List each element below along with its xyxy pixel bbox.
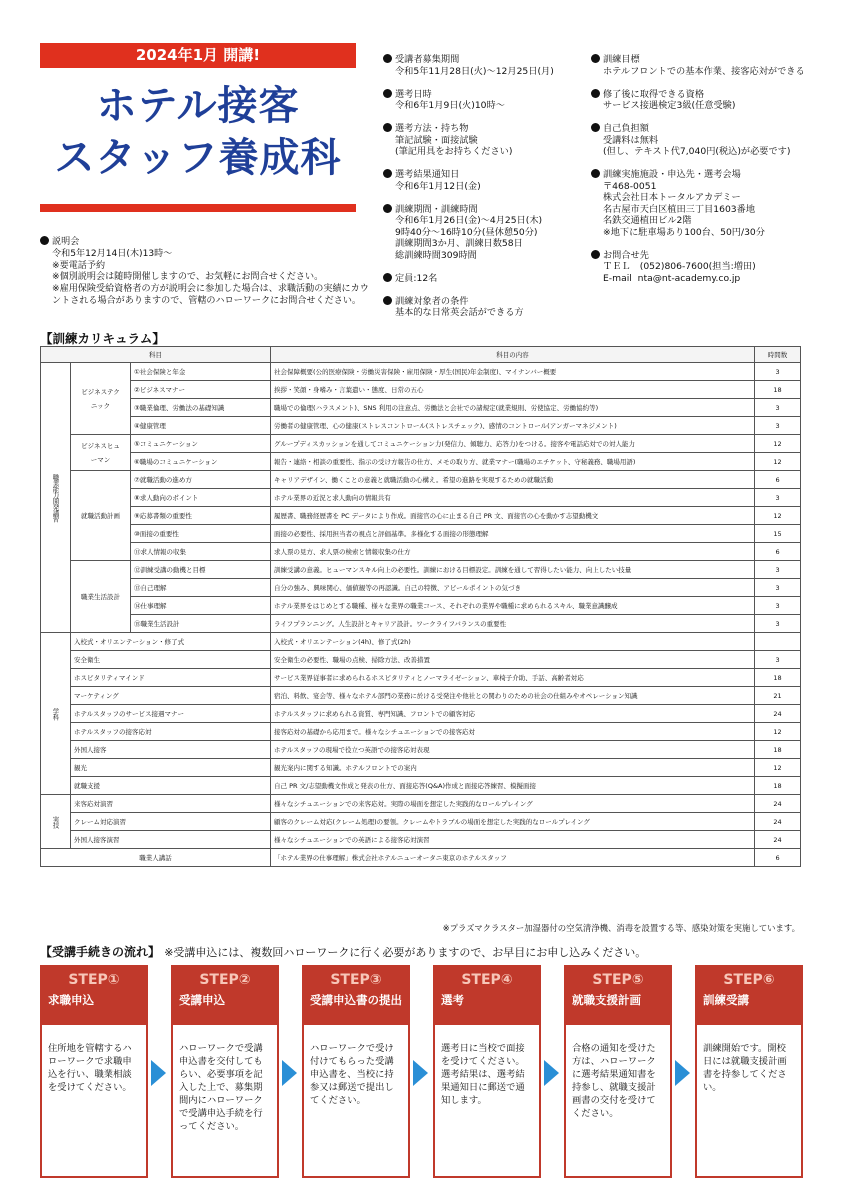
curriculum-title: 【訓練カリキュラム】 bbox=[40, 331, 165, 346]
table-row bbox=[41, 669, 801, 687]
info-body: 令和6年1月12日(金) bbox=[395, 180, 481, 192]
course-title bbox=[40, 70, 356, 198]
info-item bbox=[591, 54, 806, 77]
table-row bbox=[41, 723, 801, 741]
arrow-right-icon bbox=[675, 1060, 690, 1086]
header-subject: 科目 bbox=[41, 347, 271, 363]
flow-heading bbox=[40, 943, 646, 960]
row-content: 労働者の健康管理、心の健康(ストレスコントロール(ストレスチェック)、感情のコントロール(アンガーマネジメント) bbox=[271, 417, 755, 435]
row-subject: 来客応対演習 bbox=[71, 795, 271, 813]
row-content: 様々なシチュエーションでの英語による接客応対演習 bbox=[271, 831, 755, 849]
bullet-icon bbox=[591, 169, 600, 178]
row-hours: 18 bbox=[755, 381, 801, 399]
info-heading: 自己負担額 bbox=[603, 123, 649, 134]
step-card bbox=[171, 965, 279, 1178]
bullet-icon bbox=[383, 123, 392, 132]
table-row bbox=[41, 543, 801, 561]
subgroup-label: ビジネステクニック bbox=[71, 363, 131, 435]
step-card bbox=[564, 965, 672, 1178]
row-subject: 安全衛生 bbox=[71, 651, 271, 669]
step-body: ハローワークで受け付けてもらった受講申込書を、当校に持参又は郵送で提出してください。 bbox=[310, 1043, 394, 1106]
step-title: 選考 bbox=[441, 993, 464, 1007]
row-subject: ⑪求人情報の収集 bbox=[131, 543, 271, 561]
table-row bbox=[41, 633, 801, 651]
row-content: キャリアデザイン、働くことの意義と就職活動の心構え。希望の進路を実現するための就職活動 bbox=[271, 471, 755, 489]
row-subject: ⑫訓練受講の動機と目標 bbox=[131, 561, 271, 579]
step-body: ハローワークで受講申込書を交付してもらい、必要事項を記入した上で、募集期間内にハローワークで受講申込手続を行ってください。 bbox=[179, 1043, 263, 1132]
row-subject: ⑤コミュニケーション bbox=[131, 435, 271, 453]
info-item bbox=[591, 123, 806, 158]
briefing-line: ※要電話予約 bbox=[52, 260, 106, 271]
row-hours: 3 bbox=[755, 417, 801, 435]
row-subject: ⑮職業生活設計 bbox=[131, 615, 271, 633]
table-row bbox=[41, 651, 801, 669]
row-hours: 12 bbox=[755, 507, 801, 525]
info-body: 令和6年1月9日(火)10時～ bbox=[395, 100, 505, 111]
row-subject: 観光 bbox=[71, 759, 271, 777]
info-item bbox=[591, 89, 806, 112]
course-title-line2: スタッフ養成科 bbox=[54, 135, 342, 181]
info-column-2 bbox=[591, 54, 806, 296]
group-vocational: 職業能力開発講習 bbox=[41, 363, 71, 633]
row-content: 様々なシチュエーションでの来客応対。実際の場面を想定した実践的なロールプレイング bbox=[271, 795, 755, 813]
step-card bbox=[302, 965, 410, 1178]
briefing-head: 説明会 bbox=[52, 237, 80, 247]
info-body: 令和5年11月28日(火)～12月25日(月) bbox=[395, 65, 554, 77]
row-hours: 3 bbox=[755, 615, 801, 633]
info-heading: 定員:12名 bbox=[395, 272, 438, 284]
table-row bbox=[41, 561, 801, 579]
row-subject: ②ビジネスマナー bbox=[131, 381, 271, 399]
table-row bbox=[41, 849, 801, 867]
info-heading: 選考日時 bbox=[395, 88, 432, 100]
row-hours: 6 bbox=[755, 471, 801, 489]
course-title-line1: ホテル接客 bbox=[96, 83, 300, 129]
step-title: 受講申込 bbox=[179, 993, 225, 1007]
row-hours: 12 bbox=[755, 759, 801, 777]
row-hours: 24 bbox=[755, 795, 801, 813]
row-subject: ホスピタリティマインド bbox=[71, 669, 271, 687]
step-title: 就職支援計画 bbox=[572, 993, 641, 1007]
row-hours: 6 bbox=[755, 543, 801, 561]
row-content: 自分の強み、興味関心、価値観等の再認識。自己の特徴、アピールポイントの気づき bbox=[271, 579, 755, 597]
row-content: 宿泊、料飲、宴会等、様々なホテル部門の業務に於ける受発注や他社との関わりのための社会の仕組みやオペレーション知識 bbox=[271, 687, 755, 705]
row-subject: ⑨応募書類の重要性 bbox=[131, 507, 271, 525]
row-hours: 24 bbox=[755, 813, 801, 831]
step-card bbox=[695, 965, 803, 1178]
info-body: サービス接遇検定3級(任意受験) bbox=[603, 100, 736, 111]
row-subject: ホテルスタッフのサービス接遇マナー bbox=[71, 705, 271, 723]
table-row bbox=[41, 597, 801, 615]
step-body: 合格の通知を受けた方は、ハローワークに選考結果通知書を持参し、就職支援計画書の交付を受けてください。 bbox=[572, 1043, 656, 1119]
subgroup-label: ビジネスヒューマン bbox=[71, 435, 131, 471]
header-content: 科目の内容 bbox=[271, 347, 755, 363]
step-header bbox=[697, 967, 801, 1025]
info-body: 筆記試験・面接試験 (筆記用具をお持ちください) bbox=[395, 134, 513, 157]
bullet-icon bbox=[591, 123, 600, 132]
step-title: 訓練受講 bbox=[703, 993, 749, 1007]
info-item bbox=[591, 169, 806, 238]
group-practical: 実技 bbox=[41, 795, 71, 849]
info-body: ＴＥＬ (052)806-7600(担当:増田) E-mail nta@nt-academy.co.jp bbox=[603, 261, 756, 284]
row-subject: ⑥職場のコミュニケーション bbox=[131, 453, 271, 471]
row-subject: 入校式・オリエンテーション・修了式 bbox=[71, 633, 271, 651]
arrow-right-icon bbox=[413, 1060, 428, 1086]
briefing-line: ※個別説明会は随時開催しますので、お気軽にお問合せください。 bbox=[52, 272, 324, 283]
row-content: 接客応対の基礎から応用まで。様々なシチュエーションでの接客応対 bbox=[271, 723, 755, 741]
row-content: ホテル業界をはじめとする職種、様々な業界の職業コース、それぞれの業界や職種に求められるスキル、職業意識醸成 bbox=[271, 597, 755, 615]
info-heading: 訓練目標 bbox=[603, 54, 640, 65]
row-content: 求人票の見方、求人票の検索と情報収集の仕方 bbox=[271, 543, 755, 561]
row-hours: 12 bbox=[755, 435, 801, 453]
table-row bbox=[41, 399, 801, 417]
step-body: 訓練開始です。開校日には就職支援計画書を持参してください。 bbox=[703, 1043, 787, 1093]
row-subject: ⑬自己理解 bbox=[131, 579, 271, 597]
info-body: 受講料は無料 (但し、テキスト代7,040円(税込)が必要です) bbox=[603, 134, 791, 157]
step-header bbox=[566, 967, 670, 1025]
bullet-icon bbox=[383, 204, 392, 213]
row-content: 履歴書、職務経歴書を PC データにより作成。面接官の心に止まる自己 PR 文、面接官の心を動かす志望動機文 bbox=[271, 507, 755, 525]
briefing-line: ※雇用保険受給資格者の方が説明会に参加した場合は、求職活動の実績にカウントされる場合がありますので、管轄のハローワークにお問合せください。 bbox=[52, 284, 369, 306]
subgroup-label: 職業生活設計 bbox=[71, 561, 131, 633]
row-content: 面接の必要性、採用担当者の視点と評価基準。多様化する面接の形態理解 bbox=[271, 525, 755, 543]
table-row bbox=[41, 813, 801, 831]
step-body: 住所地を管轄するハローワークで求職申込を行い、職業相談を受けてください。 bbox=[48, 1043, 132, 1093]
row-hours: 18 bbox=[755, 669, 801, 687]
info-heading: 訓練実施施設・申込先・選考会場 bbox=[603, 169, 741, 180]
info-item bbox=[383, 169, 583, 192]
header-hours: 時間数 bbox=[755, 347, 801, 363]
row-hours: 15 bbox=[755, 525, 801, 543]
bullet-icon bbox=[383, 54, 392, 63]
info-item bbox=[383, 123, 583, 158]
step-number: STEP⑥ bbox=[723, 972, 775, 988]
row-hours: 3 bbox=[755, 579, 801, 597]
table-row bbox=[41, 435, 801, 453]
info-item bbox=[383, 273, 583, 285]
row-subject: ⑭仕事理解 bbox=[131, 597, 271, 615]
table-row bbox=[41, 741, 801, 759]
row-content: 顧客のクレーム対応(クレーム処理)の要領。クレームやトラブルの場面を想定した実践的なロールプレイング bbox=[271, 813, 755, 831]
row-subject: 外国人接客演習 bbox=[71, 831, 271, 849]
row-subject: ⑩面接の重要性 bbox=[131, 525, 271, 543]
info-body: 基本的な日常英会話ができる方 bbox=[395, 307, 524, 318]
table-row bbox=[41, 507, 801, 525]
info-item bbox=[591, 250, 806, 285]
info-body: 〒468-0051 株式会社日本トータルアカデミー 名古屋市天白区植田三丁目1603番地 名鉄交通植田ビル2階 ※地下に駐車場あり100台、50円/30分 bbox=[603, 180, 765, 238]
step-title: 求職申込 bbox=[48, 993, 94, 1007]
table-row bbox=[41, 363, 801, 381]
table-row bbox=[41, 687, 801, 705]
info-item bbox=[383, 204, 583, 262]
info-item bbox=[383, 89, 583, 112]
row-hours: 3 bbox=[755, 651, 801, 669]
info-item bbox=[383, 296, 583, 319]
row-hours: 18 bbox=[755, 777, 801, 795]
briefing-session bbox=[40, 236, 370, 308]
row-hours: 21 bbox=[755, 687, 801, 705]
step-header bbox=[435, 967, 539, 1025]
info-heading: お問合せ先 bbox=[603, 249, 649, 261]
row-content: 挨拶・笑顔・身嗜み・言葉遣い・態度、日常の五心 bbox=[271, 381, 755, 399]
row-content: 訓練受講の意義。ヒューマンスキル向上の必要性。訓練における目標設定。訓練を通して習得したい能力、向上したい技量 bbox=[271, 561, 755, 579]
row-content: グループディスカッションを通してコミュニケーション力(発信力、傾聴力、応答力)をつける。接客や電話応対での対人能力 bbox=[271, 435, 755, 453]
step-number: STEP① bbox=[68, 972, 120, 988]
arrow-right-icon bbox=[544, 1060, 559, 1086]
row-subject: ⑧求人動向のポイント bbox=[131, 489, 271, 507]
row-hours: 3 bbox=[755, 597, 801, 615]
row-subject: ①社会保険と年金 bbox=[131, 363, 271, 381]
info-heading: 修了後に取得できる資格 bbox=[603, 88, 705, 100]
table-row bbox=[41, 471, 801, 489]
step-number: STEP④ bbox=[461, 972, 513, 988]
bullet-icon bbox=[383, 273, 392, 282]
briefing-line: 令和5年12月14日(木)13時～ bbox=[52, 248, 173, 259]
row-content: ライフプランニング。人生設計とキャリア設計。ワークライフバランスの重要性 bbox=[271, 615, 755, 633]
group-academic: 学科 bbox=[41, 633, 71, 795]
bullet-icon bbox=[383, 89, 392, 98]
row-hours bbox=[755, 633, 801, 651]
row-content: 観光案内に関する知識。ホテルフロントでの案内 bbox=[271, 759, 755, 777]
arrow-right-icon bbox=[282, 1060, 297, 1086]
info-heading: 訓練期間・訓練時間 bbox=[395, 203, 478, 215]
step-number: STEP③ bbox=[330, 972, 382, 988]
row-hours: 18 bbox=[755, 741, 801, 759]
row-hours: 24 bbox=[755, 831, 801, 849]
step-header bbox=[173, 967, 277, 1025]
bullet-icon bbox=[591, 89, 600, 98]
row-content: ホテル業界の近況と求人動向の情報共有 bbox=[271, 489, 755, 507]
info-column-1 bbox=[383, 54, 583, 330]
row-hours: 6 bbox=[755, 849, 801, 867]
row-subject: ⑦就職活動の進め方 bbox=[131, 471, 271, 489]
row-content: 報告・連絡・相談の重要性、指示の受け方報告の仕方、メモの取り方、就業マナー(職場のエチケット、守秘義務、職場用語) bbox=[271, 453, 755, 471]
info-body: 令和6年1月26日(金)～4月25日(木) 9時40分～16時10分(昼休憩50分) 訓練期間3か月、訓練日数58日 総訓練時間309時間 bbox=[395, 215, 543, 261]
row-hours: 3 bbox=[755, 399, 801, 417]
row-hours: 12 bbox=[755, 723, 801, 741]
row-subject: ホテルスタッフの接客応対 bbox=[71, 723, 271, 741]
step-body: 選考日に当校で面接を受けてください。選考結果は、選考結果通知日に郵送で通知します。 bbox=[441, 1043, 525, 1106]
step-card bbox=[40, 965, 148, 1178]
row-hours: 24 bbox=[755, 705, 801, 723]
row-subject: 職業人講話 bbox=[41, 849, 271, 867]
row-subject: 外国人接客 bbox=[71, 741, 271, 759]
table-row bbox=[41, 381, 801, 399]
row-subject: 就職支援 bbox=[71, 777, 271, 795]
curriculum-table bbox=[40, 346, 801, 867]
table-row bbox=[41, 579, 801, 597]
table-row bbox=[41, 705, 801, 723]
row-content: サービス業界従事者に求められるホスピタリティとノーマライゼーション、車椅子介助、手話、高齢者対応 bbox=[271, 669, 755, 687]
table-row bbox=[41, 777, 801, 795]
step-header bbox=[42, 967, 146, 1025]
row-content: ホテルスタッフに求められる資質、専門知識、フロントでの顧客対応 bbox=[271, 705, 755, 723]
step-card bbox=[433, 965, 541, 1178]
arrow-right-icon bbox=[151, 1060, 166, 1086]
row-subject: マーケティング bbox=[71, 687, 271, 705]
row-content: 社会保障概要(公的医療保険・労働災害保険・雇用保険・厚生(国民)年金制度)、マイナンバー概要 bbox=[271, 363, 755, 381]
table-row bbox=[41, 615, 801, 633]
table-row bbox=[41, 417, 801, 435]
table-row bbox=[41, 795, 801, 813]
info-heading: 訓練対象者の条件 bbox=[395, 295, 469, 307]
bullet-icon bbox=[383, 296, 392, 305]
step-header bbox=[304, 967, 408, 1025]
bullet-icon bbox=[591, 250, 600, 259]
table-row bbox=[41, 525, 801, 543]
bullet-icon bbox=[40, 236, 49, 245]
row-subject: ④健康管理 bbox=[131, 417, 271, 435]
row-subject: クレーム対応演習 bbox=[71, 813, 271, 831]
info-body: ホテルフロントでの基本作業、接客応対ができる bbox=[603, 65, 805, 77]
row-subject: ③職業倫理、労働法の基礎知識 bbox=[131, 399, 271, 417]
bullet-icon bbox=[383, 169, 392, 178]
row-content: 「ホテル業界の仕事理解」株式会社ホテルニューオータニ東京のホテルスタッフ bbox=[271, 849, 755, 867]
info-heading: 受講者募集期間 bbox=[395, 54, 460, 65]
flow-subtitle: ※受講申込には、複数回ハローワークに行く必要がありますので、お早目にお申し込みください。 bbox=[164, 946, 647, 959]
row-hours: 3 bbox=[755, 561, 801, 579]
row-content: ホテルスタッフの現場で役立つ英語での接客応対表現 bbox=[271, 741, 755, 759]
title-underline bbox=[40, 204, 356, 212]
table-row bbox=[41, 831, 801, 849]
step-title: 受講申込書の提出 bbox=[310, 993, 402, 1007]
step-number: STEP⑤ bbox=[592, 972, 644, 988]
flow-title: 【受講手続きの流れ】 bbox=[40, 945, 161, 959]
opening-banner: 2024年1月 開講! bbox=[40, 43, 356, 68]
row-hours: 12 bbox=[755, 453, 801, 471]
row-content: 安全衛生の必要性、職場の点検、掃除方法、改善措置 bbox=[271, 651, 755, 669]
table-row bbox=[41, 759, 801, 777]
table-row bbox=[41, 453, 801, 471]
row-content: 自己 PR 文/志望動機文作成と発表の仕方、面接応答(Q&A)作成と面接応答練習、模擬面接 bbox=[271, 777, 755, 795]
step-number: STEP② bbox=[199, 972, 251, 988]
bullet-icon bbox=[591, 54, 600, 63]
table-header-row bbox=[41, 347, 801, 363]
info-heading: 選考方法・持ち物 bbox=[395, 123, 469, 134]
table-row bbox=[41, 489, 801, 507]
info-heading: 選考結果通知日 bbox=[395, 169, 460, 180]
infection-note: ※プラズマクラスター加湿器付の空気清浄機、消毒を設置する等、感染対策を実施しています。 bbox=[442, 923, 800, 933]
row-hours: 3 bbox=[755, 489, 801, 507]
row-content: 職場での倫理(ハラスメント)、SNS 利用の注意点、労働法と会社での諸規定(就業規則、労使協定、労働協約等) bbox=[271, 399, 755, 417]
info-item bbox=[383, 54, 583, 77]
subgroup-label: 就職活動計画 bbox=[71, 471, 131, 561]
row-hours: 3 bbox=[755, 363, 801, 381]
row-content: 入校式・オリエンテーション(4h)、修了式(2h) bbox=[271, 633, 755, 651]
